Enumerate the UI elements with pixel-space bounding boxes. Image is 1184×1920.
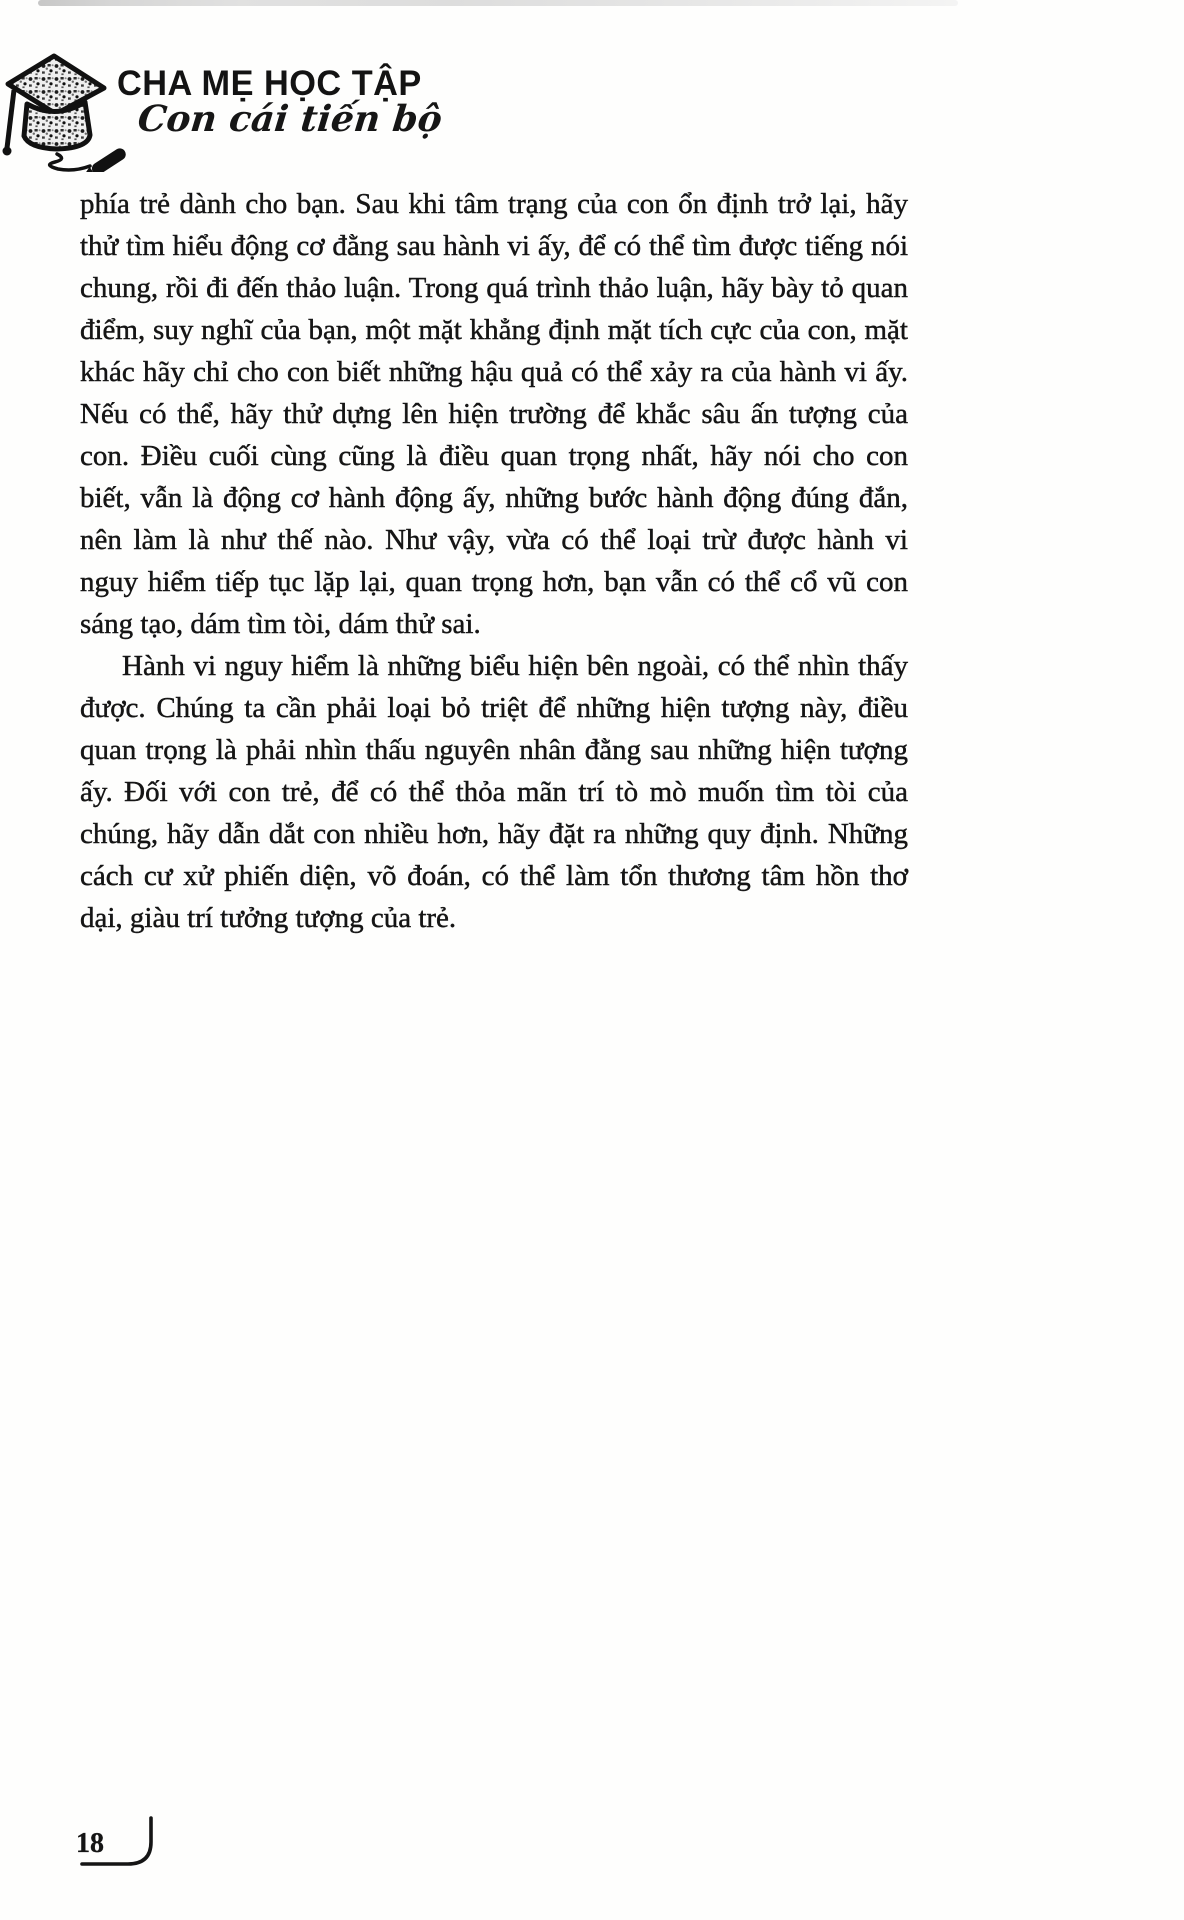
tassel-line — [7, 90, 14, 148]
book-subtitle: Con cái tiến bộ — [135, 98, 445, 140]
book-title: CHA MẸ HỌC TẬP — [117, 64, 422, 103]
page-number: 18 — [76, 1828, 104, 1859]
scan-artifact — [38, 0, 958, 6]
page-number-bracket — [60, 1800, 170, 1880]
page-header — [0, 48, 1184, 178]
page-body — [80, 183, 908, 939]
paragraph: Hành vi nguy hiểm là những biểu hiện bên ngoài, có thể nhìn thấy được. Chúng ta cần phải loại bỏ triệt để những hiện tượng này, điều quan trọng là phải nhìn thấu nguyên nhân đằng sau những hiện tượng ấy. Đối với con trẻ, để có thể thỏa mãn trí tò mò muốn tìm tòi của chúng, hãy dẫn dắt con nhiều hơn, hãy đặt ra những quy định. Những cách cư xử phiến diện, võ đoán, có thể làm tổn thương tâm hồn thơ dại, giàu trí tưởng tượng của trẻ. — [80, 650, 908, 934]
paragraph: phía trẻ dành cho bạn. Sau khi tâm trạng của con ổn định trở lại, hãy thử tìm hiểu động cơ đằng sau hành vi ấy, để có thể tìm được tiếng nói chung, rồi đi đến thảo luận. Trong quá trình thảo luận, hãy bày tỏ quan điểm, suy nghĩ của bạn, một mặt khẳng định mặt tích cực của con, mặt khác hãy chỉ cho con biết những hậu quả có thể xảy ra của hành vi ấy. Nếu có thể, hãy thử dựng lên hiện trường để khắc sâu ấn tượng của con. Điều cuối cùng cũng là điều quan trọng nhất, hãy nói cho con biết, vẫn là động cơ hành động ấy, những bước hành động đúng đắn, nên làm là như thế nào. Như vậy, vừa có thể loại trừ được hành vi nguy hiểm tiếp tục lặp lại, quan trọng hơn, bạn vẫn có thể cổ vũ con sáng tạo, dám tìm tòi, dám thử sai. — [80, 188, 908, 640]
